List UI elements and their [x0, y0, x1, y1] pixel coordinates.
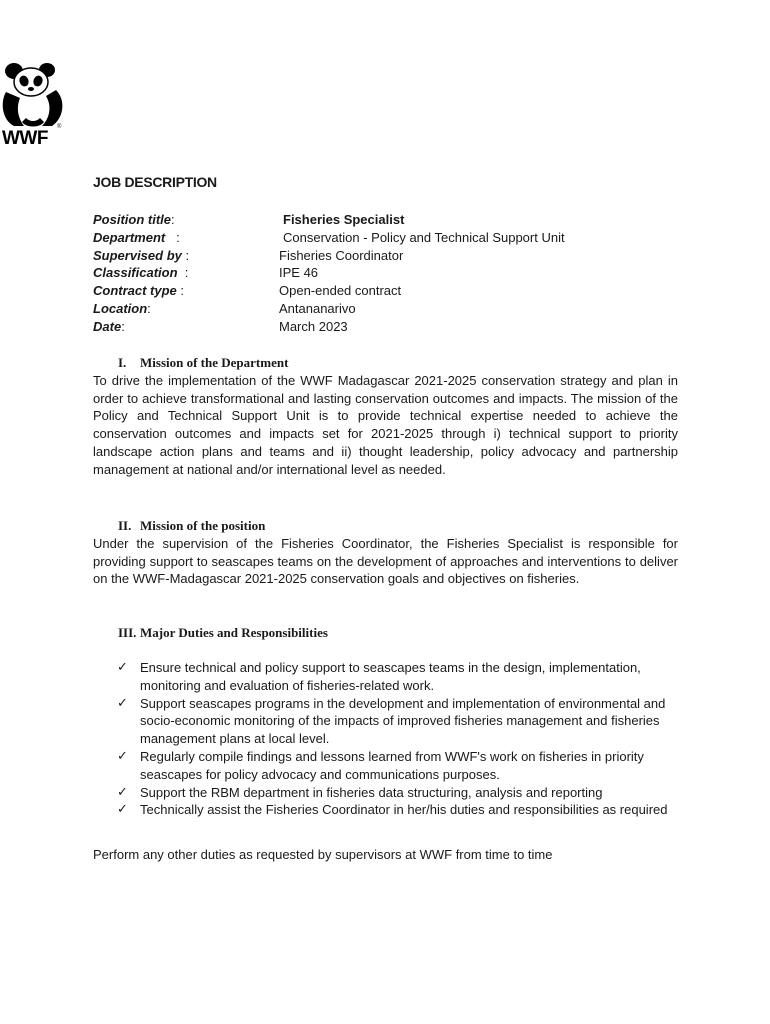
duties-list — [117, 659, 677, 819]
registered-mark: ® — [57, 124, 62, 130]
document-title: JOB DESCRIPTION — [93, 174, 217, 190]
checkmark-icon: ✓ — [117, 784, 128, 800]
job-info-table — [93, 211, 565, 336]
section-department-mission — [93, 354, 678, 479]
checkmark-icon: ✓ — [117, 802, 128, 818]
list-item: ✓ Support the RBM department in fisheries data structuring, analysis and reporting — [117, 784, 603, 800]
info-row-classification — [93, 264, 565, 282]
list-item: ✓ Support seascapes programs in the development and implementation of environmental and socio-economic monitoring of the impacts of improved fisheries management and fisheries management plans at local level. — [117, 695, 666, 747]
info-value: Conservation - Policy and Technical Support Unit — [283, 229, 565, 245]
wwf-logo-text: WWF — [2, 128, 48, 149]
info-label: Date: — [93, 318, 125, 334]
info-label: Location: — [93, 300, 151, 316]
info-value: March 2023 — [279, 318, 348, 334]
checkmark-icon: ✓ — [117, 695, 128, 711]
info-row-supervisor — [93, 247, 565, 265]
info-label: Contract type : — [93, 283, 185, 299]
section-paragraph: Under the supervision of the Fisheries Coordinator, the Fisheries Specialist is responsible for providing support to seascapes teams on the development of approaches and interventions to deliver on the WWF-Madagascar 2021-2025 conservation goals and objectives on fisheries. — [93, 535, 678, 587]
info-row-position — [93, 211, 565, 229]
info-label: Department : — [93, 229, 180, 245]
checkmark-icon: ✓ — [117, 660, 128, 675]
closing-statement: Perform any other duties as requested by supervisors at WWF from time to time — [93, 847, 553, 862]
info-row-location — [93, 300, 565, 318]
info-value: Antananarivo — [279, 300, 356, 316]
list-item: ✓ Ensure technical and policy support to seascapes teams in the design, implementation, monitoring and evaluation of fisheries-related work. — [117, 660, 641, 693]
info-label: Supervised by : — [93, 247, 190, 263]
info-label: Classification : — [93, 265, 189, 281]
info-row-date — [93, 318, 565, 336]
info-label: Position title: — [93, 212, 175, 227]
panda-icon — [0, 62, 66, 128]
info-value: Fisheries Coordinator — [279, 247, 404, 263]
section-paragraph: To drive the implementation of the WWF Madagascar 2021-2025 conservation strategy and plan in order to achieve transformational and lasting conservation outcomes and impacts. The mission of the Policy and Technical Support Unit is to provide technical expertise needed to achieve the conservation outcomes and impacts set for 2021-2025 through i) technical support to priority landscape action plans and teams and ii) thought leadership, policy advocacy and partnership management at national and/or international level as needed. — [93, 372, 678, 477]
checkmark-icon: ✓ — [117, 748, 128, 764]
info-value: Fisheries Specialist — [283, 212, 405, 227]
info-row-department — [93, 229, 565, 247]
section-heading: II. Mission of the position — [118, 518, 266, 533]
list-item: ✓ Regularly compile findings and lessons learned from WWF's work on fisheries in priority seascapes for policy advocacy and communications purposes. — [117, 748, 644, 782]
section-position-mission — [93, 517, 678, 588]
section-duties — [93, 624, 678, 642]
section-heading: I. Mission of the Department — [118, 355, 289, 370]
section-heading: III. Major Duties and Responsibilities — [118, 625, 328, 640]
info-value: Open-ended contract — [279, 283, 402, 299]
info-value: IPE 46 — [279, 265, 319, 281]
info-row-contract — [93, 282, 565, 300]
list-item: ✓ Technically assist the Fisheries Coordinator in her/his duties and responsibilities as required — [117, 802, 668, 818]
